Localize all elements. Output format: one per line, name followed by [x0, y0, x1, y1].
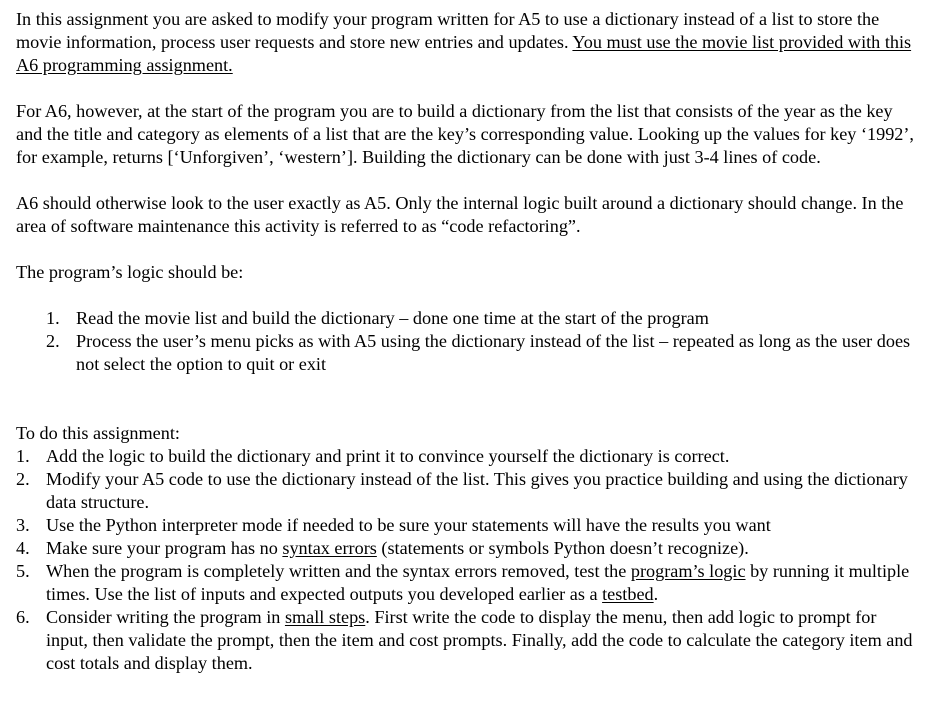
list-number: 2.	[16, 469, 30, 489]
logic-steps-list	[46, 307, 918, 376]
programs-logic-term: program’s logic	[630, 561, 746, 581]
text-run: When the program is completely written and the syntax errors removed, test the	[46, 561, 631, 581]
dictionary-paragraph: For A6, however, at the start of the program you are to build a dictionary from the list that consists of the year as the key and the title and category as elements of a list that are the key’s corresponding value. Looking up the values for key ‘1992’, for example, returns [‘Unforgiven’, ‘western’]. Building the dictionary can be done with just 3-4 lines of code.	[16, 101, 914, 167]
list-number: 2.	[46, 331, 60, 351]
list-number: 6.	[16, 607, 30, 627]
list-text: Use the Python interpreter mode if needed to be sure your statements will have the results you want	[46, 515, 771, 535]
movie-list-requirement: You must use the movie list provided with this A6 programming assignment.	[16, 32, 912, 75]
list-text: Read the movie list and build the dictionary – done one time at the start of the program	[76, 308, 709, 328]
list-item	[16, 514, 918, 537]
list-item	[16, 560, 918, 606]
list-text: Add the logic to build the dictionary and print it to convince yourself the dictionary is correct.	[46, 446, 730, 466]
list-text	[46, 560, 918, 606]
testbed-term: testbed	[602, 584, 654, 604]
text-run: Make sure your program has no	[46, 538, 283, 558]
syntax-errors-term: syntax errors	[282, 538, 377, 558]
list-number: 5.	[16, 561, 30, 581]
list-text: Modify your A5 code to use the dictionary instead of the list. This gives you practice building and using the dictionary data structure.	[46, 469, 908, 512]
intro-text: In this assignment you are asked to modify your program written for A5 to use a dictionary instead of a list to store the movie information, process user requests and store new entries and updates.	[16, 9, 880, 52]
refactoring-paragraph: A6 should otherwise look to the user exactly as A5. Only the internal logic built around a dictionary should change. In the area of software maintenance this activity is referred to as “code refactoring”.	[16, 193, 904, 236]
intro-paragraph	[16, 8, 918, 77]
list-item	[16, 468, 918, 514]
tasks-heading: To do this assignment:	[16, 423, 180, 443]
list-item	[46, 307, 918, 330]
list-number: 4.	[16, 538, 30, 558]
text-run: (statements or symbols Python doesn’t recognize).	[376, 538, 749, 558]
list-number: 1.	[46, 308, 60, 328]
logic-intro: The program’s logic should be:	[16, 262, 244, 282]
text-run: by running it multiple times. Use the list of inputs and expected outputs you developed earlier as a	[46, 561, 910, 604]
list-item	[16, 606, 918, 675]
list-item	[16, 537, 918, 560]
text-run: Consider writing the program in	[46, 607, 285, 627]
list-item	[16, 445, 918, 468]
list-text	[46, 606, 918, 675]
text-run: .	[653, 584, 659, 604]
list-text: Process the user’s menu picks as with A5 using the dictionary instead of the list – repeated as long as the user does not select the option to quit or exit	[76, 331, 911, 374]
list-number: 3.	[16, 515, 30, 535]
list-text	[46, 537, 918, 560]
tasks-list	[16, 445, 918, 675]
list-item	[46, 330, 918, 376]
small-steps-term: small steps	[284, 607, 366, 627]
text-run: . First write the code to display the menu, then add logic to prompt for input, then validate the prompt, then the item and cost prompts. Finally, add the code to calculate the category item and cost totals and display them.	[46, 607, 913, 673]
list-number: 1.	[16, 446, 30, 466]
